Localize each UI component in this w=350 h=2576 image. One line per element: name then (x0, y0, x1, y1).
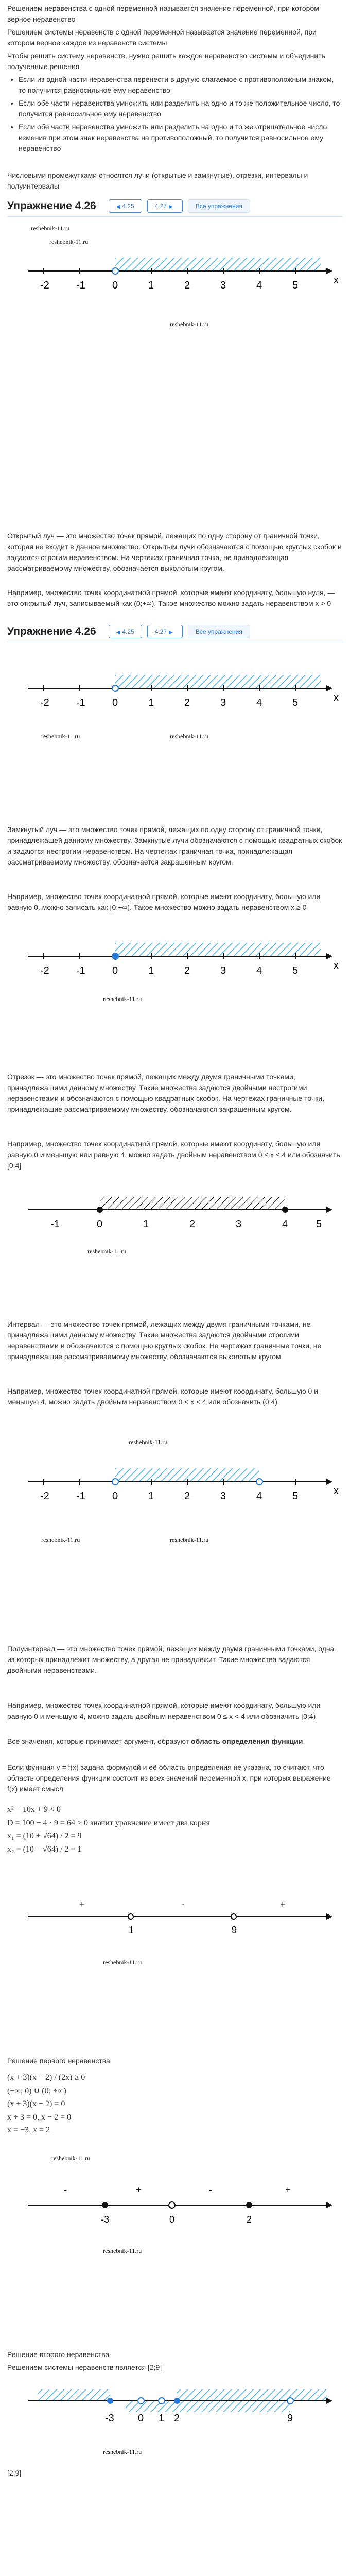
tick-label: 0 (112, 697, 118, 708)
half-interval-example: Например, множество точек координатной прямой, которые имеют координату, большую или равную 0 и меньшую 4, можно задать двойным неравенством 0 ≤ x < 4 или обозначить [0;4) (7, 1701, 321, 1720)
watermark: reshebnik-11.ru (170, 320, 209, 328)
watermark: reshebnik-11.ru (129, 1438, 168, 1446)
sign-label: + (285, 2184, 291, 2195)
tick-label: 5 (316, 1218, 322, 1230)
watermark: reshebnik-11.ru (49, 238, 89, 245)
tick-label: 5 (292, 965, 299, 976)
open-point (112, 685, 118, 691)
tick-label: 4 (256, 965, 262, 976)
prev-exercise-button[interactable]: ◀ 4.25 (109, 199, 142, 213)
shaded-region (115, 675, 321, 688)
filled-point (174, 2398, 180, 2404)
tick-label: 0 (112, 280, 118, 291)
open-point (231, 1914, 236, 1919)
filled-point (112, 953, 118, 959)
math-line: x₁ = (10 + √64) / 2 = 9 (7, 1832, 82, 1841)
tick-label: 2 (247, 2214, 252, 2225)
tick-label: 1 (148, 965, 154, 976)
tick-label: 1 (143, 1218, 149, 1230)
filled-point (107, 2398, 113, 2404)
tick-label: 4 (256, 1490, 262, 1502)
number-line-open-ray-2 (7, 659, 343, 721)
rule-item: • Если обе части неравенства умножить или разделить на одно и то же положительное число, то получится равносильное ему неравенство (19, 98, 343, 120)
sign-chart-parabola (7, 1875, 343, 1947)
open-point (169, 2202, 175, 2208)
watermark: reshebnik-11.ru (103, 1959, 142, 1966)
sign-label: - (64, 2184, 67, 2195)
tick-label: 0 (112, 1490, 118, 1502)
domain-text: Все значения, которые принимает аргумент, образуют область определения функции. (7, 1737, 305, 1745)
tick-label: 4 (256, 697, 262, 708)
shaded-region (177, 2389, 326, 2401)
tick-label: 3 (236, 1218, 242, 1230)
tick-label: 1 (148, 280, 154, 291)
chevron-right-icon: ▶ (169, 204, 173, 210)
all-exercises-button[interactable]: Все упражнения (188, 625, 250, 638)
prev-exercise-button[interactable]: ◀ 4.25 (109, 625, 142, 638)
number-line-final (7, 2380, 343, 2437)
tick-label: -1 (76, 965, 85, 976)
intro-p1: Решением неравенства с одной переменной называется значение переменной, при котором верное неравенство (7, 4, 319, 23)
sign-label: + (280, 1899, 286, 1909)
exercise-title: Упражнение 4.26 (7, 625, 96, 637)
open-ray-text: Открытый луч — это множество точек прямой, лежащих по одну сторону от граничной точки, которая не входит в данное множество. Открытым лучи обозначаются с помощью круглых скобок и задаются строгим неравенством. На чертежах граничная точка, не принадлежащая рассматриваемому множеству, обозначается выколотым кругом. (7, 532, 342, 572)
arrow-right-icon (326, 1913, 332, 1920)
filled-point (282, 1207, 288, 1213)
intro-p2: Решением системы неравенств с одной переменной называется значение переменной, при котором верное каждое из неравенств системы (7, 28, 317, 47)
arrow-right-icon (326, 2398, 332, 2404)
number-line-interval (7, 1453, 343, 1515)
chevron-right-icon: ▶ (169, 629, 173, 635)
arrow-right-icon (326, 953, 332, 959)
tick-label: 3 (220, 965, 226, 976)
tick-label: 3 (220, 1490, 226, 1502)
tick-label: -2 (40, 280, 49, 291)
shaded-region (100, 1197, 285, 1210)
math-line: x + 3 = 0, x − 2 = 0 (7, 2112, 72, 2122)
math-line: x = −3, x = 2 (7, 2126, 50, 2135)
tick-label: 3 (220, 280, 226, 291)
watermark: reshebnik-11.ru (31, 225, 70, 232)
tick-label: 4 (256, 280, 262, 291)
tick-label: 2 (184, 697, 190, 708)
answer: [2;9] (7, 2469, 22, 2477)
tick-label: 0 (169, 2214, 175, 2225)
segment-text: Отрезок — это множество точек прямой, лежащих между двумя граничными точками, принадлежащими данному множеству. Такие множества задаются двойными нестрогими неравенствами и обозначаются с помощью квадратных скобок. На чертежах граничные точки, принадлежащие рассматриваемому множеству, обозначаются закрашенным кругом. (7, 1073, 324, 1113)
tick-label: -2 (40, 1490, 49, 1502)
arrow-right-icon (326, 268, 332, 274)
number-line-open-ray (7, 242, 343, 304)
tick-label: 3 (220, 697, 226, 708)
tick-label: 2 (189, 1218, 196, 1230)
half-interval-text: Полуинтервал — это множество точек прямой, лежащих между двумя граничными точками, одна из которых принадлежит множеству, а другая не принадлежит. Такие множества задаются двойными неравенствами. (7, 1645, 335, 1674)
tick-label: 9 (287, 2413, 293, 2424)
tick-label: -2 (40, 697, 49, 708)
math-line: (x + 3)(x − 2) / (2x) ≥ 0 (7, 2073, 85, 2082)
axis-x-label: x (334, 960, 339, 971)
watermark: reshebnik-11.ru (170, 1536, 209, 1544)
tick-label: 1 (159, 2413, 165, 2424)
tick-label: 5 (292, 280, 299, 291)
chevron-left-icon: ◀ (116, 629, 120, 635)
arrow-right-icon (326, 2202, 332, 2208)
exercise-header (7, 198, 343, 214)
sign-chart-rational (7, 2174, 343, 2236)
math-line: x² − 10x + 9 < 0 (7, 1805, 61, 1814)
watermark: reshebnik-11.ru (103, 995, 142, 1003)
tick-label: 2 (184, 965, 190, 976)
open-point (128, 1914, 133, 1919)
closed-ray-example: Например, множество точек координатной прямой, которые имеют координату, большую или равную 0, можно записать как [0;+∞). Такое множество можно задать неравенством x ≥ 0 (7, 892, 321, 911)
filled-point (97, 1207, 103, 1213)
rule-item: • Если обе части неравенства умножить или разделить на одно и то же отрицательное число, изменив при этом знак неравенства на противоположный, то получится равносильное ему неравенство (19, 122, 343, 154)
tick-label: 1 (148, 1490, 154, 1502)
intro-p3: Чтобы решить систему неравенств, нужно решить каждое неравенство системы и объединить полученные решения (7, 52, 325, 71)
sign-label: + (136, 2184, 142, 2195)
solution-1-label: Решение первого неравенства (7, 2057, 110, 2065)
arrow-right-icon (326, 1479, 332, 1485)
tick-label: 2 (184, 280, 190, 291)
tick-label: 5 (292, 697, 299, 708)
rule-item: • Если из одной части неравенства перенести в другую слагаемое с противоположным знаком, то получится равносильное ему неравенство (19, 74, 343, 96)
tick-label: -1 (76, 697, 85, 708)
shaded-region (115, 943, 321, 956)
math-line: (x + 3)(x − 2) = 0 (7, 2099, 65, 2109)
closed-ray-text: Замкнутый луч — это множество точек прямой, лежащих по одну сторону от граничной точки, принадлежащей данному множеству. Замкнутые лучи обозначаются с помощью квадратных скобок и задаются нестрогим неравенством. На чертежах граничная точка, принадлежащая рассматриваемому множеству, обозначается закрашенным кругом. (7, 825, 342, 866)
tick-label: -1 (76, 280, 85, 291)
open-point (159, 2398, 165, 2404)
tick-label: 1 (129, 1925, 134, 1935)
next-exercise-button[interactable]: 4.27 ▶ (147, 625, 183, 638)
segment-example: Например, множество точек координатной прямой, которые имеют координату, большую или равную 0 и меньшую или равную 4, можно задать двойным неравенством 0 ≤ x ≤ 4 или обозначить [0;4] (7, 1140, 340, 1170)
shaded-region (126, 2401, 290, 2412)
system-solution-text: Решением системы неравенств является [2;9] (7, 2363, 162, 2371)
tick-label: 5 (292, 1490, 299, 1502)
tick-label: -1 (76, 1490, 85, 1502)
exercise-title: Упражнение 4.26 (7, 200, 96, 212)
tick-label: 9 (232, 1925, 237, 1935)
watermark: reshebnik-11.ru (87, 1248, 127, 1255)
math-block-1 (7, 1803, 343, 1856)
shaded-region (115, 258, 321, 271)
number-line-segment (7, 1185, 343, 1242)
filled-point (102, 2202, 108, 2208)
arrow-right-icon (326, 685, 332, 691)
chevron-left-icon: ◀ (116, 204, 120, 210)
tick-label: -3 (105, 2413, 114, 2424)
number-line-closed-ray (7, 927, 343, 989)
tick-label: 2 (184, 1490, 190, 1502)
rules-list (7, 74, 343, 156)
sign-label: - (209, 2184, 212, 2195)
tick-label: 0 (112, 965, 118, 976)
divider (7, 216, 343, 217)
open-point (256, 1479, 262, 1485)
open-point (112, 1479, 118, 1485)
solution-2-label: Решение второго неравенства (7, 2350, 110, 2359)
tick-label: 4 (282, 1218, 288, 1230)
sign-label: + (79, 1899, 85, 1909)
watermark: reshebnik-11.ru (103, 2247, 142, 2255)
math-line: D = 100 − 4 · 9 = 64 > 0 значит уравнение имеет два корня (7, 1818, 210, 1827)
axis-x-label: x (334, 275, 339, 286)
tick-label: -3 (101, 2214, 110, 2225)
interval-example: Например, множество точек координатной прямой, которые имеют координату, большую 0 и меньшую 4, можно задать двойным неравенством 0 < x < 4 или обозначить (0;4) (7, 1387, 318, 1406)
tick-label: -2 (40, 965, 49, 976)
interval-text: Интервал — это множество точек прямой, лежащих между двумя граничными точками, не принадлежащими данному множеству. Такие множества задаются двойными строгими неравенствами и обозначаются с помощью круглых скобок. На чертежах граничные точки, не принадлежащие рассматриваемому множеству, обозначаются выколотым кругом. (7, 1320, 322, 1361)
watermark: reshebnik-11.ru (41, 1536, 80, 1544)
tick-label: 2 (174, 2413, 180, 2424)
shaded-region (38, 2389, 110, 2401)
domain-term: область определения функции (191, 1737, 303, 1745)
next-exercise-button[interactable]: 4.27 ▶ (147, 199, 183, 213)
open-ray-example: Например, множество точек координатной прямой, которые имеют координату, большую нуля, — это открытый луч, записываемый как (0;+∞). Такое множество можно задать неравенством x > 0 (7, 588, 335, 607)
all-exercises-button[interactable]: Все упражнения (188, 199, 250, 213)
tick-label: 0 (97, 1218, 103, 1230)
tick-label: 1 (148, 697, 154, 708)
open-point (287, 2398, 293, 2404)
filled-point (246, 2202, 252, 2208)
open-point (112, 268, 118, 274)
axis-x-label: x (334, 692, 339, 703)
sign-label: - (181, 1899, 184, 1909)
math-line: (−∞; 0) ∪ (0; +∞) (7, 2086, 66, 2095)
math-block-2 (7, 2071, 343, 2137)
open-point (138, 2398, 144, 2404)
watermark: reshebnik-11.ru (41, 733, 80, 740)
math-line: x₂ = (10 − √64) / 2 = 1 (7, 1844, 82, 1854)
intro-p4: Числовыми промежутками относятся лучи (открытые и замкнутые), отрезки, интервалы и полуинтервалы (7, 171, 308, 190)
domain-text-2: Если функция y = f(x) задана формулой и её область определения не указана, то считают, что область определения функции состоит из всех значений переменной x, при которых выражение f(x) имеет смысл (7, 1763, 331, 1793)
watermark: reshebnik-11.ru (103, 2448, 142, 2455)
watermark: reshebnik-11.ru (51, 2155, 91, 2162)
watermark: reshebnik-11.ru (170, 733, 209, 740)
tick-label: 0 (138, 2413, 144, 2424)
tick-label: -1 (50, 1218, 60, 1230)
exercise-header (7, 623, 343, 640)
axis-x-label: x (334, 1485, 339, 1497)
arrow-right-icon (326, 1207, 332, 1213)
